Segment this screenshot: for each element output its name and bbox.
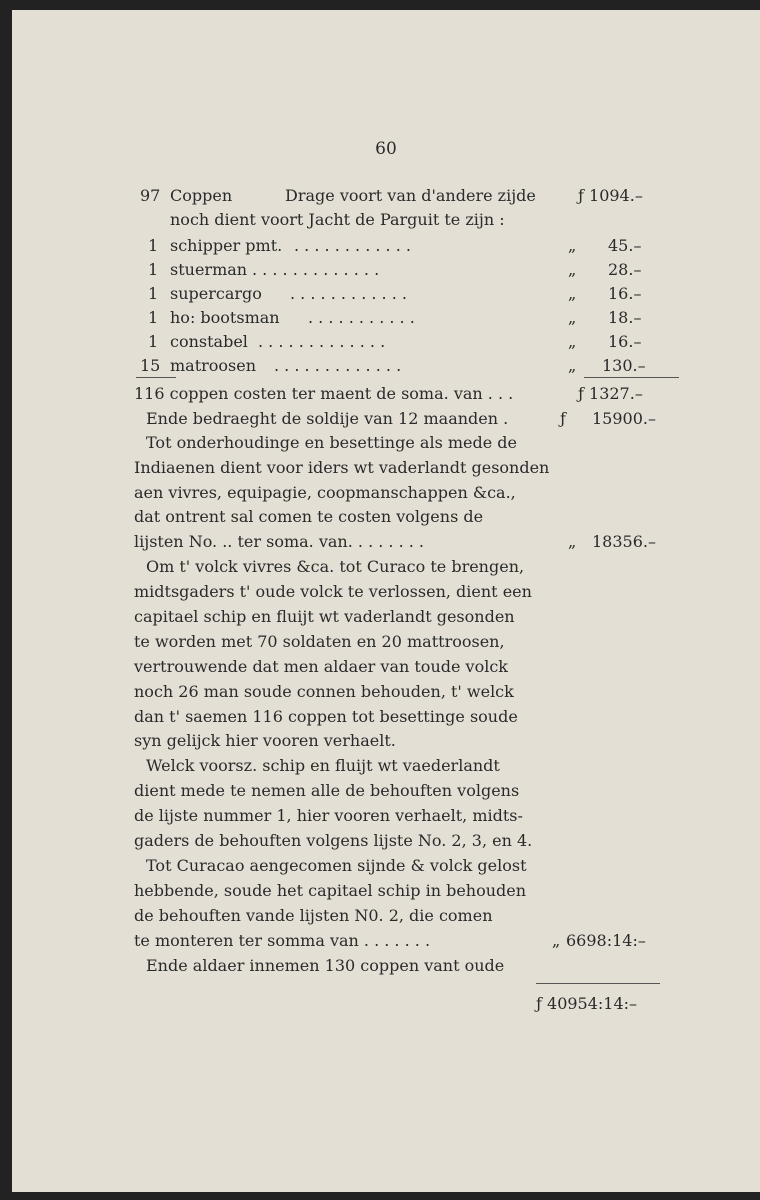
total-monthly-amount: ƒ 1327.– [578,384,643,403]
ditto-mark: „ [568,308,577,327]
paragraph-line: de behouften vande lijsten N0. 2, die comen [134,906,493,925]
crew-count: 1 [148,332,159,351]
document-page [12,10,760,1192]
crew-dots: . . . . . . . . . . . . [290,284,407,303]
paragraph-line: te worden met 70 soldaten en 20 mattroosen, [134,632,505,651]
paragraph-line: Om t' volck vivres &ca. tot Curaco te brengen, [146,557,525,576]
ditto-mark: „ [568,236,577,255]
crew-count: 1 [148,308,159,327]
crew-count: 97 [140,186,161,205]
total-yearly-line: Ende bedraeght de soldije van 12 maanden . [146,409,509,428]
paragraph-line: Tot Curacao aengecomen sijnde & volck gelost [146,856,527,875]
curacao-amount: 6698:14:– [566,931,646,950]
crew-dots: . . . . . . . . . . . [308,308,415,327]
sum-divider-right [584,377,679,378]
crew-amount: 45.– [608,236,642,255]
paragraph-line: noch 26 man soude connen behouden, t' welck [134,682,514,701]
ditto-mark: „ [568,284,577,303]
provisions-amount: 18356.– [592,532,656,551]
paragraph-line: Indiaenen dient voor iders wt vaderlandt gesonden [134,458,550,477]
paragraph-line: Ende aldaer innemen 130 coppen vant oude [146,956,505,975]
ditto-mark: „ [552,931,561,950]
paragraph-line: dat ontrent sal comen te costen volgens de [134,507,484,526]
total-yearly-amount: 15900.– [592,409,656,428]
paragraph-line: Tot onderhoudinge en besettinge als mede de [146,433,518,452]
crew-label: schipper pmt. [170,236,283,255]
total-crew-line: 116 coppen costen ter maent de soma. van . . . [134,384,514,403]
paragraph-line: capitael schip en fluijt wt vaderlandt gesonden [134,607,515,626]
paragraph-line: dan t' saemen 116 coppen tot besettinge soude [134,707,518,726]
crew-count: 15 [140,356,161,375]
paragraph-line: de lijste nummer 1, hier vooren verhaelt, midts- [134,806,523,825]
paragraph-line: vertrouwende dat men aldaer van toude volck [134,657,508,676]
paragraph-line: aen vivres, equipagie, coopmanschappen &ca., [134,483,516,502]
crew-dots: . . . . . . . . . . . . . [252,260,380,279]
crew-label: constabel [170,332,248,351]
crew-label: Coppen [170,186,233,205]
crew-label: matroosen [170,356,257,375]
crew-dots: . . . . . . . . . . . . . [274,356,402,375]
crew-label: noch dient voort Jacht de Parguit te zijn : [170,210,505,229]
crew-amount: 16.– [608,332,642,351]
ditto-mark: „ [568,260,577,279]
crew-desc: Drage voort van d'andere zijde [285,186,536,205]
ditto-mark: „ [568,532,577,551]
crew-amount: 130.– [602,356,646,375]
paragraph-line: Welck voorsz. schip en fluijt wt vaederlandt [146,756,500,775]
crew-count: 1 [148,284,159,303]
ditto-mark: „ [568,356,577,375]
page-number: 60 [375,139,397,159]
ditto-mark: „ [568,332,577,351]
paragraph-line: lijsten No. .. ter soma. van. . . . . . . . [134,532,425,551]
paragraph-line: syn gelijck hier vooren verhaelt. [134,731,396,750]
florin-sign: ƒ [560,409,566,428]
crew-label: supercargo [170,284,262,303]
paragraph-line: hebbende, soude het capitael schip in behouden [134,881,527,900]
grand-total-amount: ƒ 40954:14:– [536,994,638,1013]
crew-amount: 18.– [608,308,642,327]
crew-amount: ƒ 1094.– [578,186,643,205]
crew-amount: 16.– [608,284,642,303]
crew-amount: 28.– [608,260,642,279]
grand-total-divider [536,983,660,984]
paragraph-line: midtsgaders t' oude volck te verlossen, dient een [134,582,532,601]
crew-label: stuerman [170,260,248,279]
crew-label: ho: bootsman [170,308,280,327]
paragraph-line: dient mede te nemen alle de behouften volgens [134,781,520,800]
crew-dots: . . . . . . . . . . . . . [258,332,386,351]
sum-divider-left [136,377,176,378]
crew-count: 1 [148,260,159,279]
crew-count: 1 [148,236,159,255]
paragraph-line: te monteren ter somma van . . . . . . . [134,931,431,950]
paragraph-line: gaders de behouften volgens lijste No. 2, 3, en 4. [134,831,533,850]
crew-dots: . . . . . . . . . . . . [294,236,411,255]
